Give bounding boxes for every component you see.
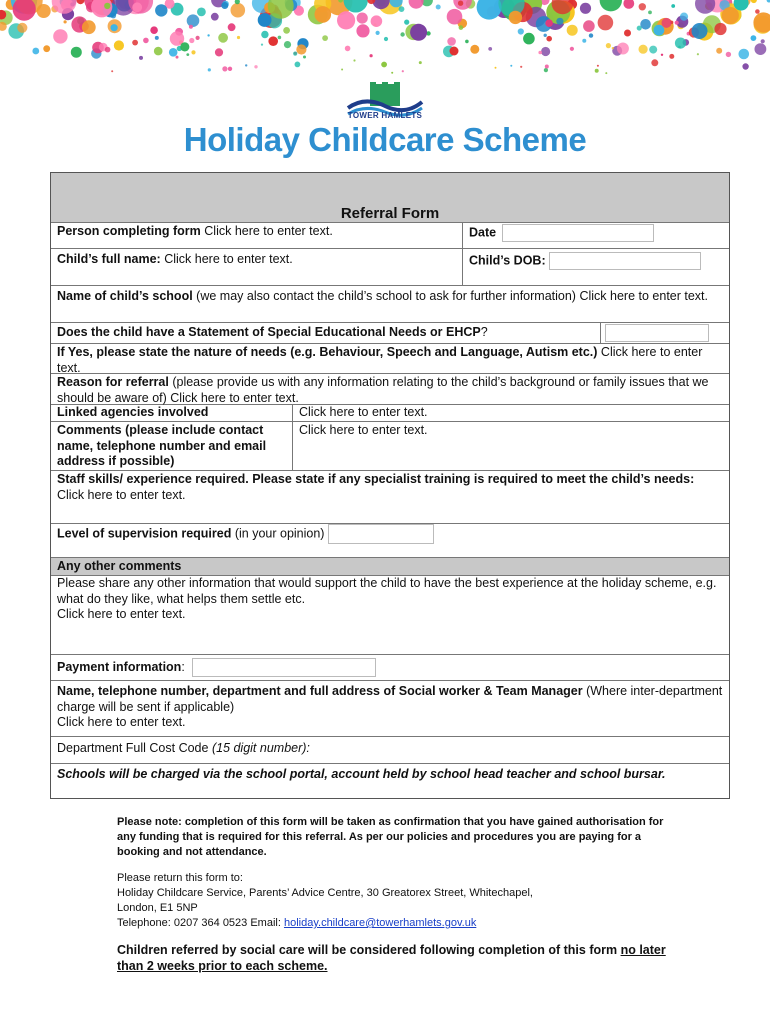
other-comments-field[interactable]: Click here to enter text. xyxy=(57,607,186,621)
decorative-dot xyxy=(208,68,211,71)
decorative-dot xyxy=(436,5,441,10)
decorative-dot xyxy=(651,59,658,66)
decorative-dot xyxy=(215,48,223,56)
decorative-dot xyxy=(400,32,404,36)
decorative-dot xyxy=(370,54,373,57)
child-name-label: Child’s full name: xyxy=(57,252,161,266)
decorative-dot xyxy=(458,1,463,6)
decorative-dot xyxy=(450,47,459,56)
date-label: Date xyxy=(469,225,497,240)
decorative-dot xyxy=(742,63,748,69)
social-worker-note: (Where inter-department charge will be sent if applicable) xyxy=(57,684,723,714)
decorative-dot xyxy=(661,54,663,56)
decorative-dot xyxy=(191,50,195,54)
decorative-dot xyxy=(180,42,189,51)
decorative-dot xyxy=(82,20,96,34)
decorative-dot xyxy=(132,40,138,46)
school-label: Name of child’s school xyxy=(57,289,193,303)
decorative-dot xyxy=(218,33,228,43)
supervision-row xyxy=(51,524,729,558)
reason-label: Reason for referral xyxy=(57,375,169,389)
decorative-dot xyxy=(315,6,332,23)
decorative-dot xyxy=(654,25,665,36)
decorative-dot xyxy=(447,9,463,25)
other-comments-text: Please share any other information that would support the child to have the best experience at the holiday scheme, e.g. what do they like, what helps them settle etc. xyxy=(57,576,717,606)
staff-label: Staff skills/ experience required. Please state if any specialist training is required to meet the child’s needs: xyxy=(57,472,695,486)
decorative-dot xyxy=(465,40,469,44)
decorative-dot xyxy=(399,6,405,12)
decorative-dot xyxy=(231,3,246,18)
decorative-dot xyxy=(254,65,257,68)
contact-line xyxy=(117,916,677,931)
child-name-dob-row xyxy=(51,249,729,286)
decorative-dot xyxy=(376,31,380,35)
decorative-dot xyxy=(17,23,27,33)
linked-label: Linked agencies involved xyxy=(51,405,293,421)
decorative-dot xyxy=(32,48,39,55)
decorative-dot xyxy=(541,47,550,56)
decorative-dot xyxy=(669,54,674,59)
decorative-dot xyxy=(261,44,263,46)
decorative-dot xyxy=(337,11,355,29)
decorative-dot xyxy=(104,3,110,9)
decorative-dot xyxy=(391,72,393,74)
needs-field[interactable]: Click here to enter text. xyxy=(57,345,703,375)
decorative-dot xyxy=(545,65,549,69)
decorative-dot xyxy=(322,35,328,41)
decorative-dot xyxy=(278,36,282,40)
decorative-dot xyxy=(245,64,247,66)
cost-code-row xyxy=(51,737,729,764)
form-title-row xyxy=(51,173,729,223)
decorative-dot xyxy=(739,49,750,60)
social-worker-label: Name, telephone number, department and full address of Social worker & Team Manager xyxy=(57,684,583,698)
decorative-dot xyxy=(402,70,404,72)
payment-input[interactable] xyxy=(192,658,376,677)
other-comments-header: Any other comments xyxy=(51,558,729,576)
decorative-dot xyxy=(639,3,646,10)
decorative-dot xyxy=(761,39,765,43)
decorative-dot xyxy=(71,47,82,58)
decorative-dot xyxy=(459,25,464,30)
decorative-dot xyxy=(268,36,278,46)
decorative-dot xyxy=(580,3,591,14)
decorative-dot xyxy=(470,45,479,54)
decorative-dot xyxy=(155,36,159,40)
decorative-dot xyxy=(176,56,179,59)
reason-row xyxy=(51,374,729,405)
social-worker-field[interactable]: Click here to enter text. xyxy=(57,715,186,729)
return-line-3: London, E1 5NP xyxy=(117,902,198,914)
referral-form xyxy=(50,172,730,799)
decorative-dot xyxy=(545,19,553,27)
decorative-dot xyxy=(143,38,149,44)
child-name-field[interactable]: Click here to enter text. xyxy=(164,252,293,266)
decorative-dot xyxy=(77,0,85,4)
school-note: (we may also contact the child’s school to ask for further information) xyxy=(196,289,576,303)
decorative-dot xyxy=(520,66,522,68)
decorative-dot xyxy=(221,2,228,9)
decorative-dot xyxy=(341,69,343,71)
comments-label: Comments (please include contact name, telephone number and email address if possible) xyxy=(51,422,293,470)
linked-field[interactable]: Click here to enter text. xyxy=(299,405,428,419)
person-completing-field[interactable]: Click here to enter text. xyxy=(204,224,333,238)
schools-charge-note: Schools will be charged via the school portal, account held by school head teacher and school bursar. xyxy=(57,767,666,781)
decorative-dot xyxy=(111,70,113,72)
please-note: Please note: completion of this form will be taken as confirmation that you have gained authorisation for any funding that is required for this referral. As per our policies and procedures you are paying for a booking and not attendance. xyxy=(117,816,664,858)
decorative-dot xyxy=(755,43,767,55)
decorative-dots-banner xyxy=(0,0,770,80)
decorative-dot xyxy=(488,47,492,51)
final-note-deadline: no later than 2 weeks prior to each scheme. xyxy=(117,943,666,973)
decorative-dot xyxy=(186,53,189,56)
decorative-dot xyxy=(296,44,306,54)
payment-row xyxy=(51,655,729,681)
decorative-dot xyxy=(261,31,268,38)
decorative-dot xyxy=(624,30,631,37)
staff-field[interactable]: Click here to enter text. xyxy=(57,487,186,502)
email-link[interactable]: holiday.childcare@towerhamlets.gov.uk xyxy=(283,917,477,929)
decorative-dot xyxy=(228,23,236,31)
return-line-2: Holiday Childcare Service, Parents’ Advice Centre, 30 Greatorex Street, Whitechapel, xyxy=(117,887,533,899)
decorative-dot xyxy=(189,25,193,29)
payment-label: Payment information xyxy=(57,659,182,674)
decorative-dot xyxy=(598,15,614,31)
needs-label: If Yes, please state the nature of needs (e.g. Behaviour, Speech and Language, Autism etc.) xyxy=(57,345,598,359)
decorative-dot xyxy=(692,23,708,39)
comments-field[interactable]: Click here to enter text. xyxy=(299,423,428,437)
decorative-dot xyxy=(293,52,297,56)
decorative-dot xyxy=(150,26,158,34)
decorative-dot xyxy=(283,27,290,34)
decorative-dot xyxy=(567,25,578,36)
cost-code-note: (15 digit number): xyxy=(211,741,310,755)
decorative-dot xyxy=(649,46,657,54)
decorative-dot xyxy=(544,34,547,37)
final-note xyxy=(117,942,677,974)
telephone-text: Telephone: 0207 364 0523 Email: xyxy=(117,917,284,929)
decorative-dot xyxy=(295,62,301,68)
decorative-dot xyxy=(139,56,143,60)
decorative-dot xyxy=(353,59,355,61)
sen-suffix: ? xyxy=(480,325,488,339)
decorative-dot xyxy=(222,66,227,71)
decorative-dot xyxy=(189,38,194,43)
child-dob-input[interactable] xyxy=(549,252,701,270)
decorative-dot xyxy=(546,36,552,42)
decorative-dot xyxy=(751,0,757,3)
decorative-dot xyxy=(495,67,497,69)
decorative-dot xyxy=(612,47,614,49)
child-dob-label: Child’s DOB: xyxy=(469,253,546,268)
decorative-dot xyxy=(544,68,548,72)
needs-row xyxy=(51,344,729,374)
decorative-dot xyxy=(43,45,50,52)
sen-label: Does the child have a Statement of Special Educational Needs or EHCP xyxy=(57,325,481,339)
decorative-dot xyxy=(510,65,512,67)
decorative-dot xyxy=(518,28,524,34)
decorative-dot xyxy=(404,20,409,25)
decorative-dot xyxy=(675,21,679,25)
decorative-dot xyxy=(726,52,731,57)
decorative-dot xyxy=(111,24,118,31)
decorative-dot xyxy=(53,29,67,43)
decorative-dot xyxy=(680,13,688,21)
decorative-dot xyxy=(303,56,306,59)
decorative-dot xyxy=(767,0,770,3)
decorative-dot xyxy=(714,23,726,35)
cost-code-label: Department Full Cost Code xyxy=(57,741,212,755)
person-completing-label: Person completing form xyxy=(57,224,201,238)
return-address xyxy=(117,871,677,931)
decorative-dot xyxy=(640,19,651,30)
decorative-dot xyxy=(211,13,219,21)
social-worker-row xyxy=(51,681,729,737)
decorative-dot xyxy=(64,20,67,23)
decorative-dot xyxy=(284,41,291,48)
decorative-dot xyxy=(671,4,675,8)
sen-input[interactable] xyxy=(605,324,709,342)
payment-suffix: : xyxy=(181,659,185,674)
staff-row xyxy=(51,471,729,524)
form-title: Referral Form xyxy=(340,204,440,222)
decorative-dot xyxy=(538,51,542,55)
supervision-label: Level of supervision required xyxy=(57,526,232,541)
decorative-dot xyxy=(409,0,424,9)
decorative-dot xyxy=(755,9,760,14)
decorative-dot xyxy=(582,39,586,43)
decorative-dot xyxy=(105,47,111,53)
logo-text: TOWER HAMLETS xyxy=(347,111,423,120)
decorative-dot xyxy=(606,43,611,48)
comments-row xyxy=(51,422,729,471)
decorative-dot xyxy=(695,0,715,14)
decorative-dot xyxy=(187,14,200,27)
decorative-dot xyxy=(716,48,722,54)
decorative-dot xyxy=(345,46,351,52)
decorative-dot xyxy=(583,20,595,32)
decorative-dot xyxy=(697,53,699,55)
school-field[interactable]: Click here to enter text. xyxy=(579,289,708,303)
decorative-dot xyxy=(447,37,456,46)
final-note-text: Children referred by social care will be considered following completion of this form xyxy=(117,943,621,957)
page-title: Holiday Childcare Scheme xyxy=(183,121,587,158)
decorative-dot xyxy=(258,13,272,27)
decorative-dot xyxy=(155,4,167,16)
decorative-dot xyxy=(357,13,368,24)
decorative-dot xyxy=(381,62,387,68)
person-date-row xyxy=(51,223,729,249)
decorative-dot xyxy=(617,43,629,55)
decorative-dot xyxy=(237,36,240,39)
reason-field[interactable]: Click here to enter text. xyxy=(170,390,299,405)
decorative-dot xyxy=(556,18,563,25)
decorative-dot xyxy=(623,0,634,9)
decorative-dot xyxy=(477,0,502,20)
decorative-dot xyxy=(570,47,574,51)
decorative-dot xyxy=(132,2,142,12)
decorative-dot xyxy=(169,48,178,57)
supervision-input[interactable] xyxy=(328,524,434,544)
decorative-dot xyxy=(597,65,599,67)
sen-row xyxy=(51,323,729,344)
decorative-dot xyxy=(154,47,163,56)
decorative-dot xyxy=(751,35,757,41)
other-comments-row xyxy=(51,576,729,655)
supervision-note: (in your opinion) xyxy=(234,526,325,541)
decorative-dot xyxy=(662,18,672,28)
decorative-dot xyxy=(114,40,124,50)
decorative-dot xyxy=(410,24,427,41)
decorative-dot xyxy=(197,7,206,16)
date-input[interactable] xyxy=(502,224,654,242)
decorative-dot xyxy=(228,67,232,71)
decorative-dot xyxy=(196,36,200,40)
decorative-dot xyxy=(523,33,535,45)
decorative-dot xyxy=(589,33,593,37)
decorative-dot xyxy=(595,69,599,73)
decorative-dot xyxy=(509,11,522,24)
linked-row xyxy=(51,405,729,422)
decorative-dot xyxy=(419,61,422,64)
decorative-dot xyxy=(371,15,383,27)
reason-note: (please provide us with any information relating to the child’s background or family issues that we should be aware of) xyxy=(57,375,709,405)
decorative-dot xyxy=(648,11,652,15)
decorative-dot xyxy=(675,38,686,49)
decorative-dot xyxy=(639,45,648,54)
decorative-dot xyxy=(13,0,36,21)
decorative-dot xyxy=(600,0,622,11)
return-line-1: Please return this form to: xyxy=(117,872,243,884)
decorative-dot xyxy=(356,24,369,37)
decorative-dot xyxy=(722,7,739,24)
decorative-dot xyxy=(637,26,642,31)
school-row xyxy=(51,286,729,323)
decorative-dot xyxy=(384,37,388,41)
decorative-dot xyxy=(207,34,209,36)
decorative-dot xyxy=(605,72,607,74)
